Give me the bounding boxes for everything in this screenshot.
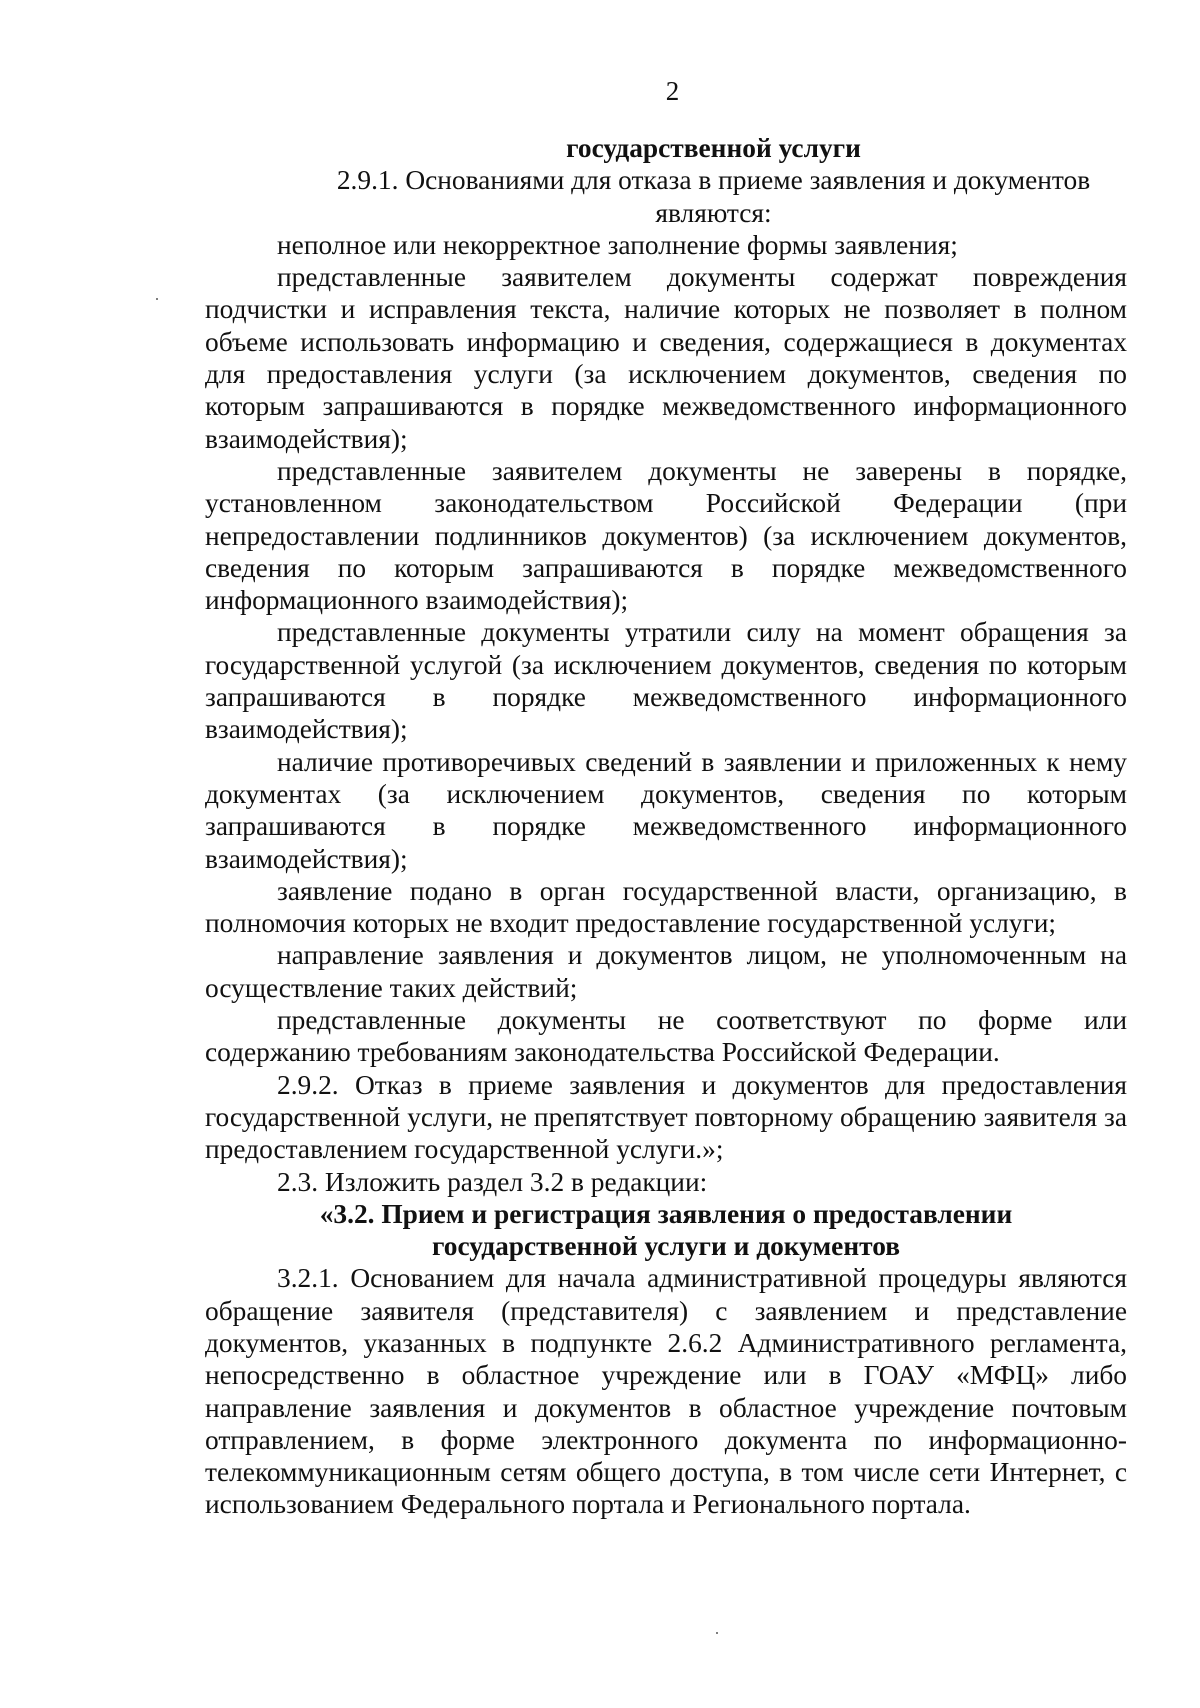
paragraph-wrong-authority: заявление подано в орган государственной власти, организацию, в полномочия которых не входит предоставление государственной услуги; [205,875,1127,939]
paragraph-expired-documents: представленные документы утратили силу на момент обращения за государственной услугой (за исключением документов, сведения по которым запрашиваются в порядке межведомственного информационного взаимодействия); [205,617,1127,745]
page-number: 2 [665,76,680,106]
paragraph-incomplete-form: неполное или некорректное заполнение формы заявления; [277,229,958,260]
clause-2-3: 2.3. Изложить раздел 3.2 в редакции: [277,1166,708,1197]
clause-2-9-1-line1: 2.9.1. Основаниями для отказа в приеме заявления и документов [336,165,1091,196]
paragraph-form-mismatch: представленные документы не соответствуют по форме или содержанию требованиям законодательства Российской Федерации. [205,1005,1127,1068]
clause-2-9-1-intro [205,164,1127,229]
paragraph-unauthorized-person: направление заявления и документов лицом, не уполномоченным на осуществление таких действий; [205,940,1127,1003]
paragraph-not-certified: представленные заявителем документы не заверены в порядке, установленном законодательством Российской Федерации (при непредоставлении подлинников документов) (за исключением документов, сведения по которым запрашиваются в порядке межведомственного информационного взаимодействия); [205,455,1127,616]
paragraph-damaged-documents: представленные заявителем документы содержат повреждения подчистки и исправления текста, наличие которых не позволяет в полном объеме использовать информацию и сведения, содержащиеся в документах для предоставления услуги (за исключением документов, сведения по которым запрашиваются в порядке межведомственного информационного взаимодействия); [205,262,1127,454]
clause-2-9-1-line2: являются: [655,197,772,228]
scan-speck [716,1632,718,1634]
section-3-2-heading-line1: «3.2. Прием и регистрация заявления о предоставлении [319,1198,1013,1229]
clause-2-9-2: 2.9.2. Отказ в приеме заявления и документов для предоставления государственной услуги, не препятствует повторному обращению заявителя за предоставлением государственной услуги.»; [205,1069,1127,1165]
clause-3-2-1: 3.2.1. Основанием для начала административной процедуры являются обращение заявителя (представителя) с заявлением и представление документов, указанных в подпункте 2.6.2 Административного регламента, непосредственно в областное учреждение или в ГОАУ «МФЦ» либо направление заявления и документов в областное учреждение почтовым отправлением, в форме электронного документа по информационно-телекоммуникационным сетям общего доступа, в том числе сети Интернет, с использованием Федерального портала и Регионального портала. [205,1263,1127,1520]
section-heading-continuation: государственной услуги [566,133,861,163]
scan-speck [156,298,158,300]
section-3-2-heading [205,1198,1127,1263]
paragraph-contradictory-data: наличие противоречивых сведений в заявлении и приложенных к нему документах (за исключением документов, сведения по которым запрашиваются в порядке межведомственного информационного взаимодействия); [205,746,1127,874]
section-3-2-heading-line2: государственной услуги и документов [432,1231,900,1262]
document-body [205,132,1127,1521]
